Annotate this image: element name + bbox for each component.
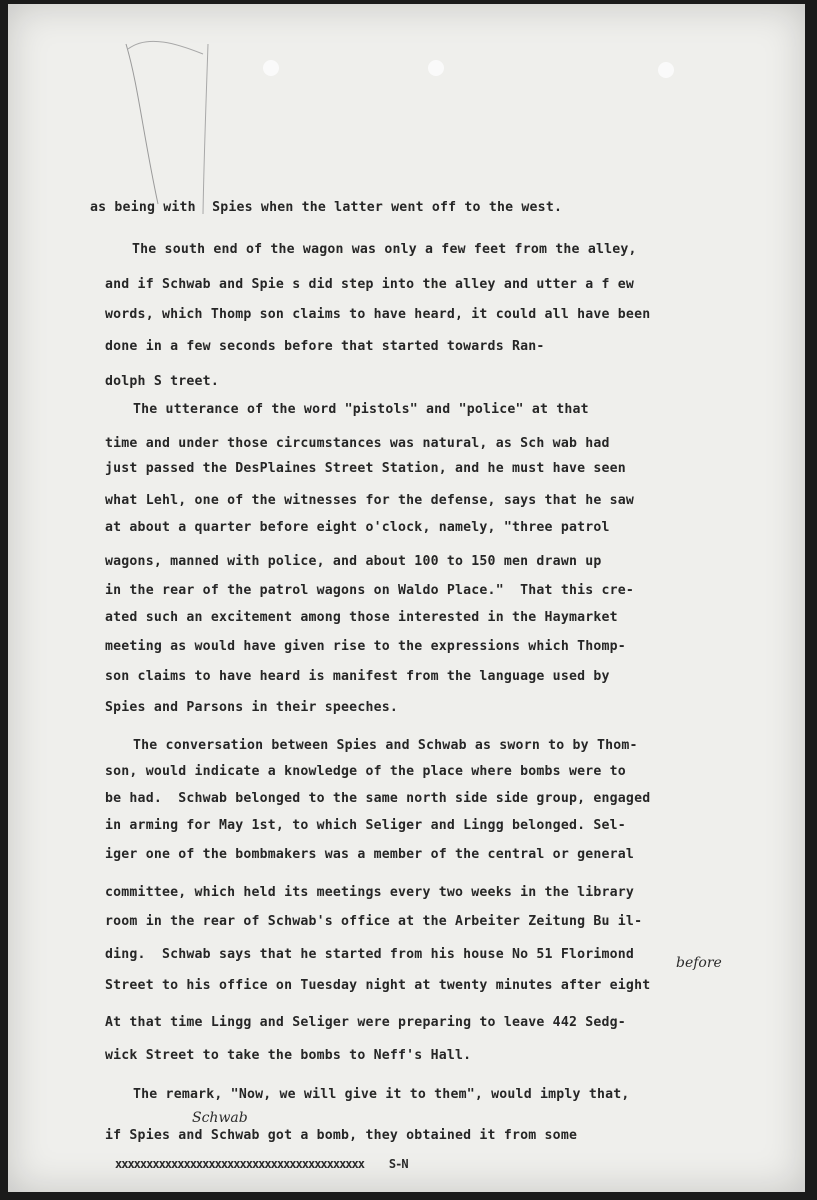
- footer-line: [115, 1157, 408, 1171]
- text-line: wick Street to take the bombs to Neff's Hall.: [105, 1048, 472, 1063]
- text-line: words, which Thomp son claims to have heard, it could all have been: [105, 307, 651, 322]
- text-line: son, would indicate a knowledge of the place where bombs were to: [105, 764, 626, 779]
- text-line: Spies and Parsons in their speeches.: [105, 700, 399, 715]
- text-line: dolph S treet.: [105, 374, 219, 389]
- text-line: The south end of the wagon was only a few feet from the alley,: [132, 242, 637, 257]
- text-line: The conversation between Spies and Schwab as sworn to by Thom-: [133, 738, 638, 753]
- text-line: wagons, manned with police, and about 100 to 150 men drawn up: [105, 554, 602, 569]
- text-line: in arming for May 1st, to which Seliger and Lingg belonged. Sel-: [105, 818, 626, 833]
- text-line: what Lehl, one of the witnesses for the defense, says that he saw: [105, 493, 635, 508]
- text-line: ding. Schwab says that he started from his house No 51 Florimond: [105, 947, 635, 962]
- text-line: iger one of the bombmakers was a member of the central or general: [105, 847, 635, 862]
- strikeout-row: xxxxxxxxxxxxxxxxxxxxxxxxxxxxxxxxxxxxxxxx: [115, 1157, 364, 1171]
- text-line: and if Schwab and Spie s did step into the alley and utter a f ew: [105, 277, 635, 292]
- text-line: At that time Lingg and Seliger were preparing to leave 442 Sedg-: [105, 1015, 626, 1030]
- text-line: done in a few seconds before that started towards Ran-: [105, 339, 545, 354]
- text-line: time and under those circumstances was natural, as Sch wab had: [105, 436, 610, 451]
- text-line: ated such an excitement among those interested in the Haymarket: [105, 610, 618, 625]
- text-line: Street to his office on Tuesday night at twenty minutes after eight: [105, 978, 651, 993]
- text-line: in the rear of the patrol wagons on Waldo Place." That this cre-: [105, 583, 635, 598]
- footer-mark: S-N: [388, 1157, 408, 1171]
- text-line: just passed the DesPlaines Street Station, and he must have seen: [105, 461, 626, 476]
- text-line: son claims to have heard is manifest from the language used by: [105, 669, 610, 684]
- text-line: The utterance of the word "pistols" and "police" at that: [133, 402, 589, 417]
- text-line: as being with Spies when the latter went off to the west.: [90, 200, 563, 215]
- text-line: be had. Schwab belonged to the same north side side group, engaged: [105, 791, 651, 806]
- text-line: committee, which held its meetings every two weeks in the library: [105, 885, 635, 900]
- text-line: if Spies and Schwab got a bomb, they obtained it from some: [105, 1128, 578, 1143]
- typed-text: [90, 0, 780, 1143]
- handwritten-schwab: Schwab: [192, 1110, 248, 1126]
- text-line: meeting as would have given rise to the expressions which Thomp-: [105, 639, 626, 654]
- text-line: room in the rear of Schwab's office at the Arbeiter Zeitung Bu il-: [105, 914, 643, 929]
- handwritten-before: before: [676, 955, 722, 971]
- text-line: at about a quarter before eight o'clock, namely, "three patrol: [105, 520, 610, 535]
- text-line: The remark, "Now, we will give it to them", would imply that,: [133, 1087, 630, 1102]
